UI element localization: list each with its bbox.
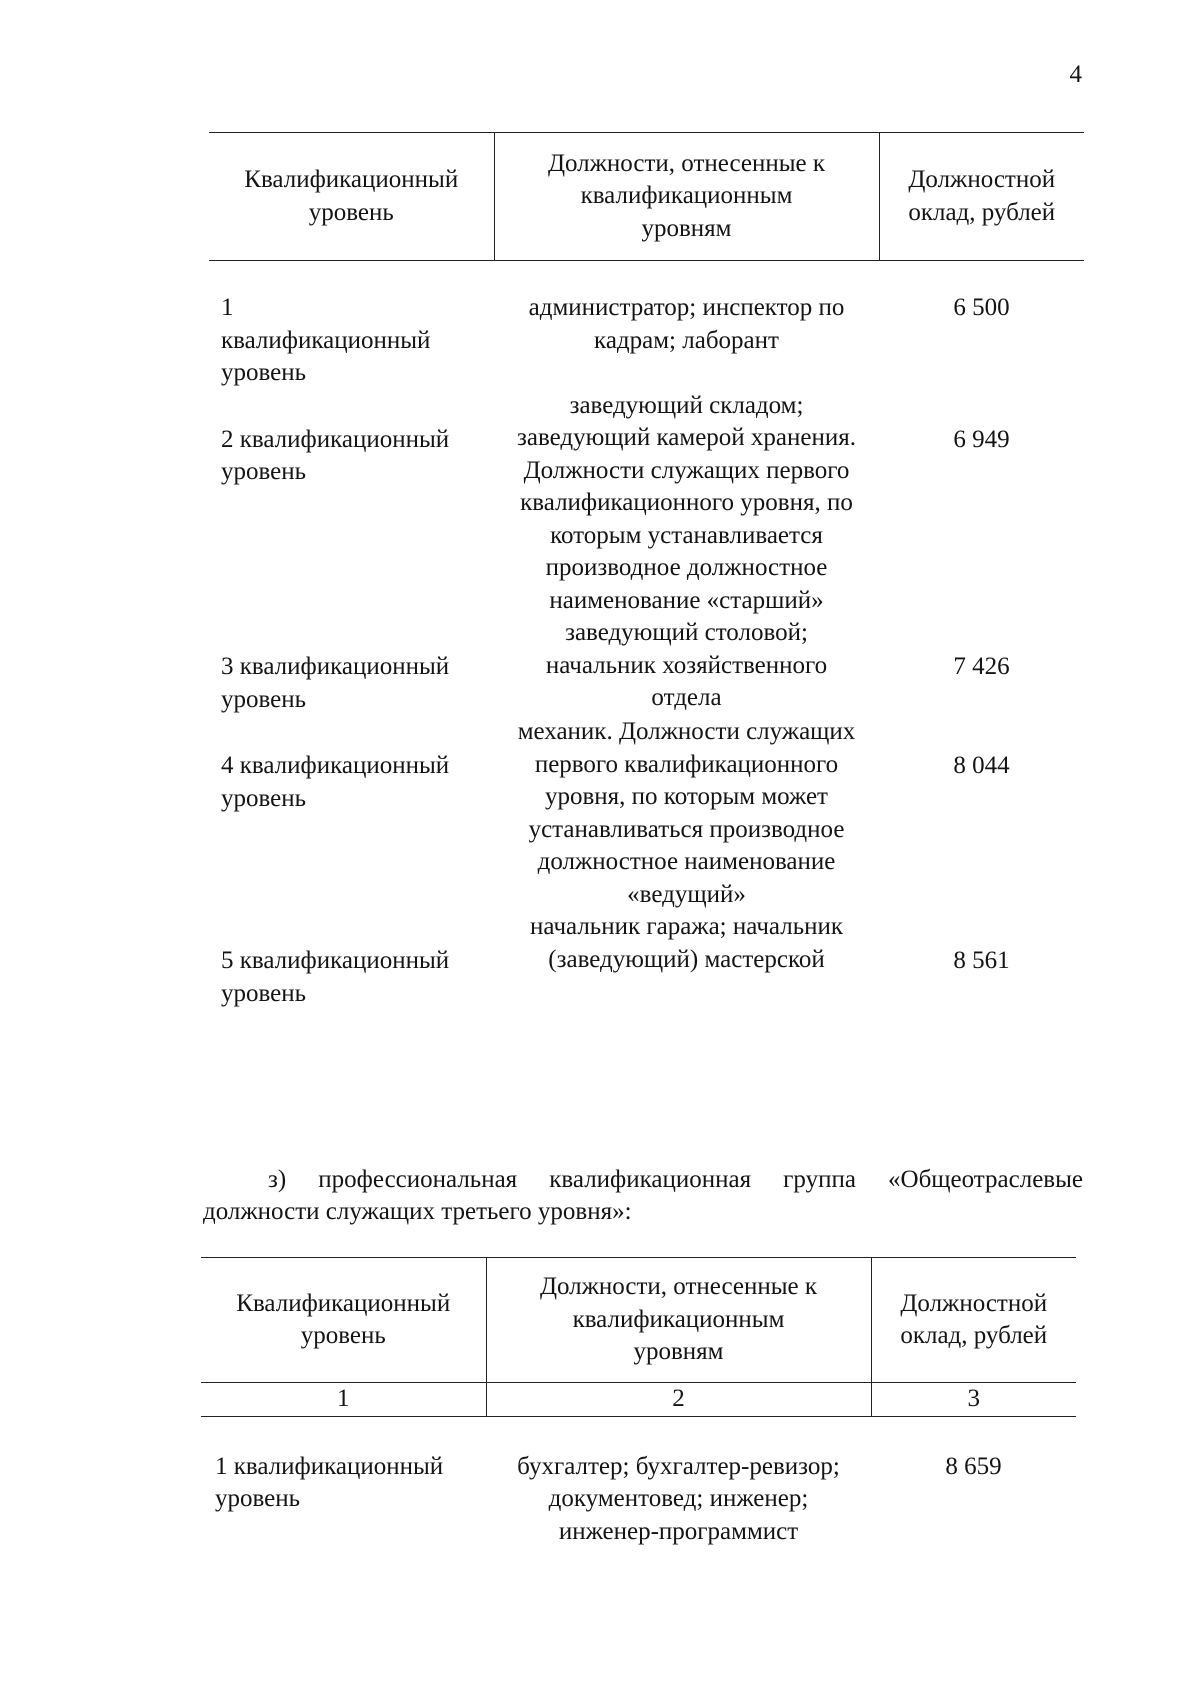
column-number: 2 xyxy=(486,1383,871,1417)
table-row xyxy=(209,390,1084,618)
header-salary: Должностной оклад, рублей xyxy=(871,1258,1076,1383)
salary-cell: 8 659 xyxy=(945,1452,1002,1480)
positions-cell: начальник гаража; начальник (заведующий) мастерской xyxy=(529,913,844,973)
header-positions: Должности, отнесенные к квалификационным уровням xyxy=(494,133,879,261)
table-header-row xyxy=(201,1258,1076,1383)
level-cell: 5 квалификационный уровень xyxy=(221,947,450,1007)
positions-cell: бухгалтер; бухгалтер-ревизор; документовед; инженер; инженер-программист xyxy=(517,1452,840,1545)
section-paragraph: з) профессиональная квалификационная группа «Общеотраслевые должности служащих третьего уровня»: xyxy=(203,1166,1083,1225)
positions-cell: механик. Должности служащих первого квалификационного уровня, по которым может устанавливаться производное должностное наименование «ведущий» xyxy=(517,718,856,908)
header-level: Квалификационный уровень xyxy=(209,133,494,261)
column-number: 1 xyxy=(201,1383,486,1417)
table-row xyxy=(209,716,1084,911)
table-row xyxy=(209,261,1084,390)
salary-cell: 6 949 xyxy=(953,425,1010,453)
salary-cell: 6 500 xyxy=(953,294,1010,321)
salary-table-2 xyxy=(201,1257,1076,1548)
level-cell: 1 квалификационный уровень xyxy=(221,294,431,386)
table-row xyxy=(209,617,1084,716)
level-cell: 1 квалификационный уровень xyxy=(215,1452,444,1512)
header-positions: Должности, отнесенные к квалификационным уровням xyxy=(486,1258,871,1383)
column-number-row xyxy=(201,1383,1076,1417)
salary-cell: 7 426 xyxy=(953,653,1010,680)
table-row xyxy=(201,1416,1076,1548)
table-header-row xyxy=(209,133,1084,261)
column-number: 3 xyxy=(871,1383,1076,1417)
positions-cell: администратор; инспектор по кадрам; лаборант xyxy=(528,294,845,354)
salary-cell: 8 561 xyxy=(953,947,1010,974)
positions-cell: заведующий столовой; начальник хозяйственного отдела xyxy=(545,619,828,711)
level-cell: 3 квалификационный уровень xyxy=(221,653,450,713)
page-number: 4 xyxy=(1069,61,1082,88)
level-cell: 2 квалификационный уровень xyxy=(221,425,450,485)
header-level: Квалификационный уровень xyxy=(201,1258,486,1383)
salary-table-1 xyxy=(209,132,1084,1010)
table-row xyxy=(209,911,1084,1010)
salary-cell: 8 044 xyxy=(953,752,1010,779)
level-cell: 4 квалификационный уровень xyxy=(221,752,450,812)
header-salary: Должностной оклад, рублей xyxy=(879,133,1084,261)
positions-cell: заведующий складом; заведующий камерой хранения. Должности служащих первого квалификационного уровня, по которым устанавливается производное должностное наименование «старший» xyxy=(516,391,857,614)
